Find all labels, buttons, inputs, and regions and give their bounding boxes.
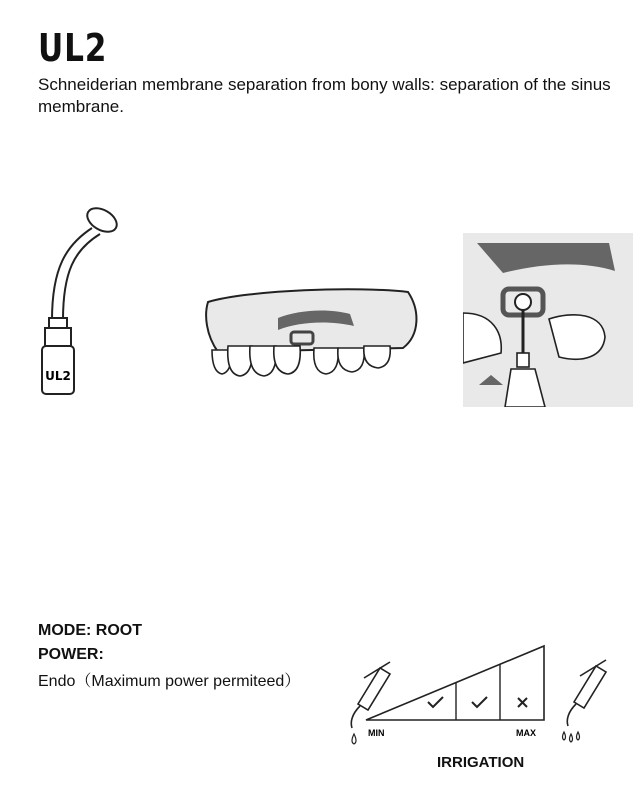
power-value: Endo（Maximum power permiteed） <box>38 673 301 690</box>
sinus-closeup-illustration <box>463 233 633 407</box>
drop-icon <box>563 732 566 740</box>
mode-text: MODE: ROOT <box>38 622 142 639</box>
power-label: POWER: <box>38 646 104 663</box>
upper-jaw-illustration <box>198 280 428 380</box>
irrigation-diagram <box>338 640 620 752</box>
tip-label: UL2 <box>45 369 71 383</box>
irrigation-max: MAX <box>516 728 536 738</box>
drop-icon <box>570 734 573 742</box>
irrigation-min: MIN <box>368 728 385 738</box>
drop-icon <box>577 732 580 740</box>
page-title: UL2 <box>38 26 108 70</box>
description: Schneiderian membrane separation from bony walls: separation of the sinus membrane. <box>38 75 611 116</box>
irrigation-label: IRRIGATION <box>437 754 525 771</box>
ul2-tip-illustration <box>30 200 130 410</box>
drop-icon <box>352 734 356 744</box>
